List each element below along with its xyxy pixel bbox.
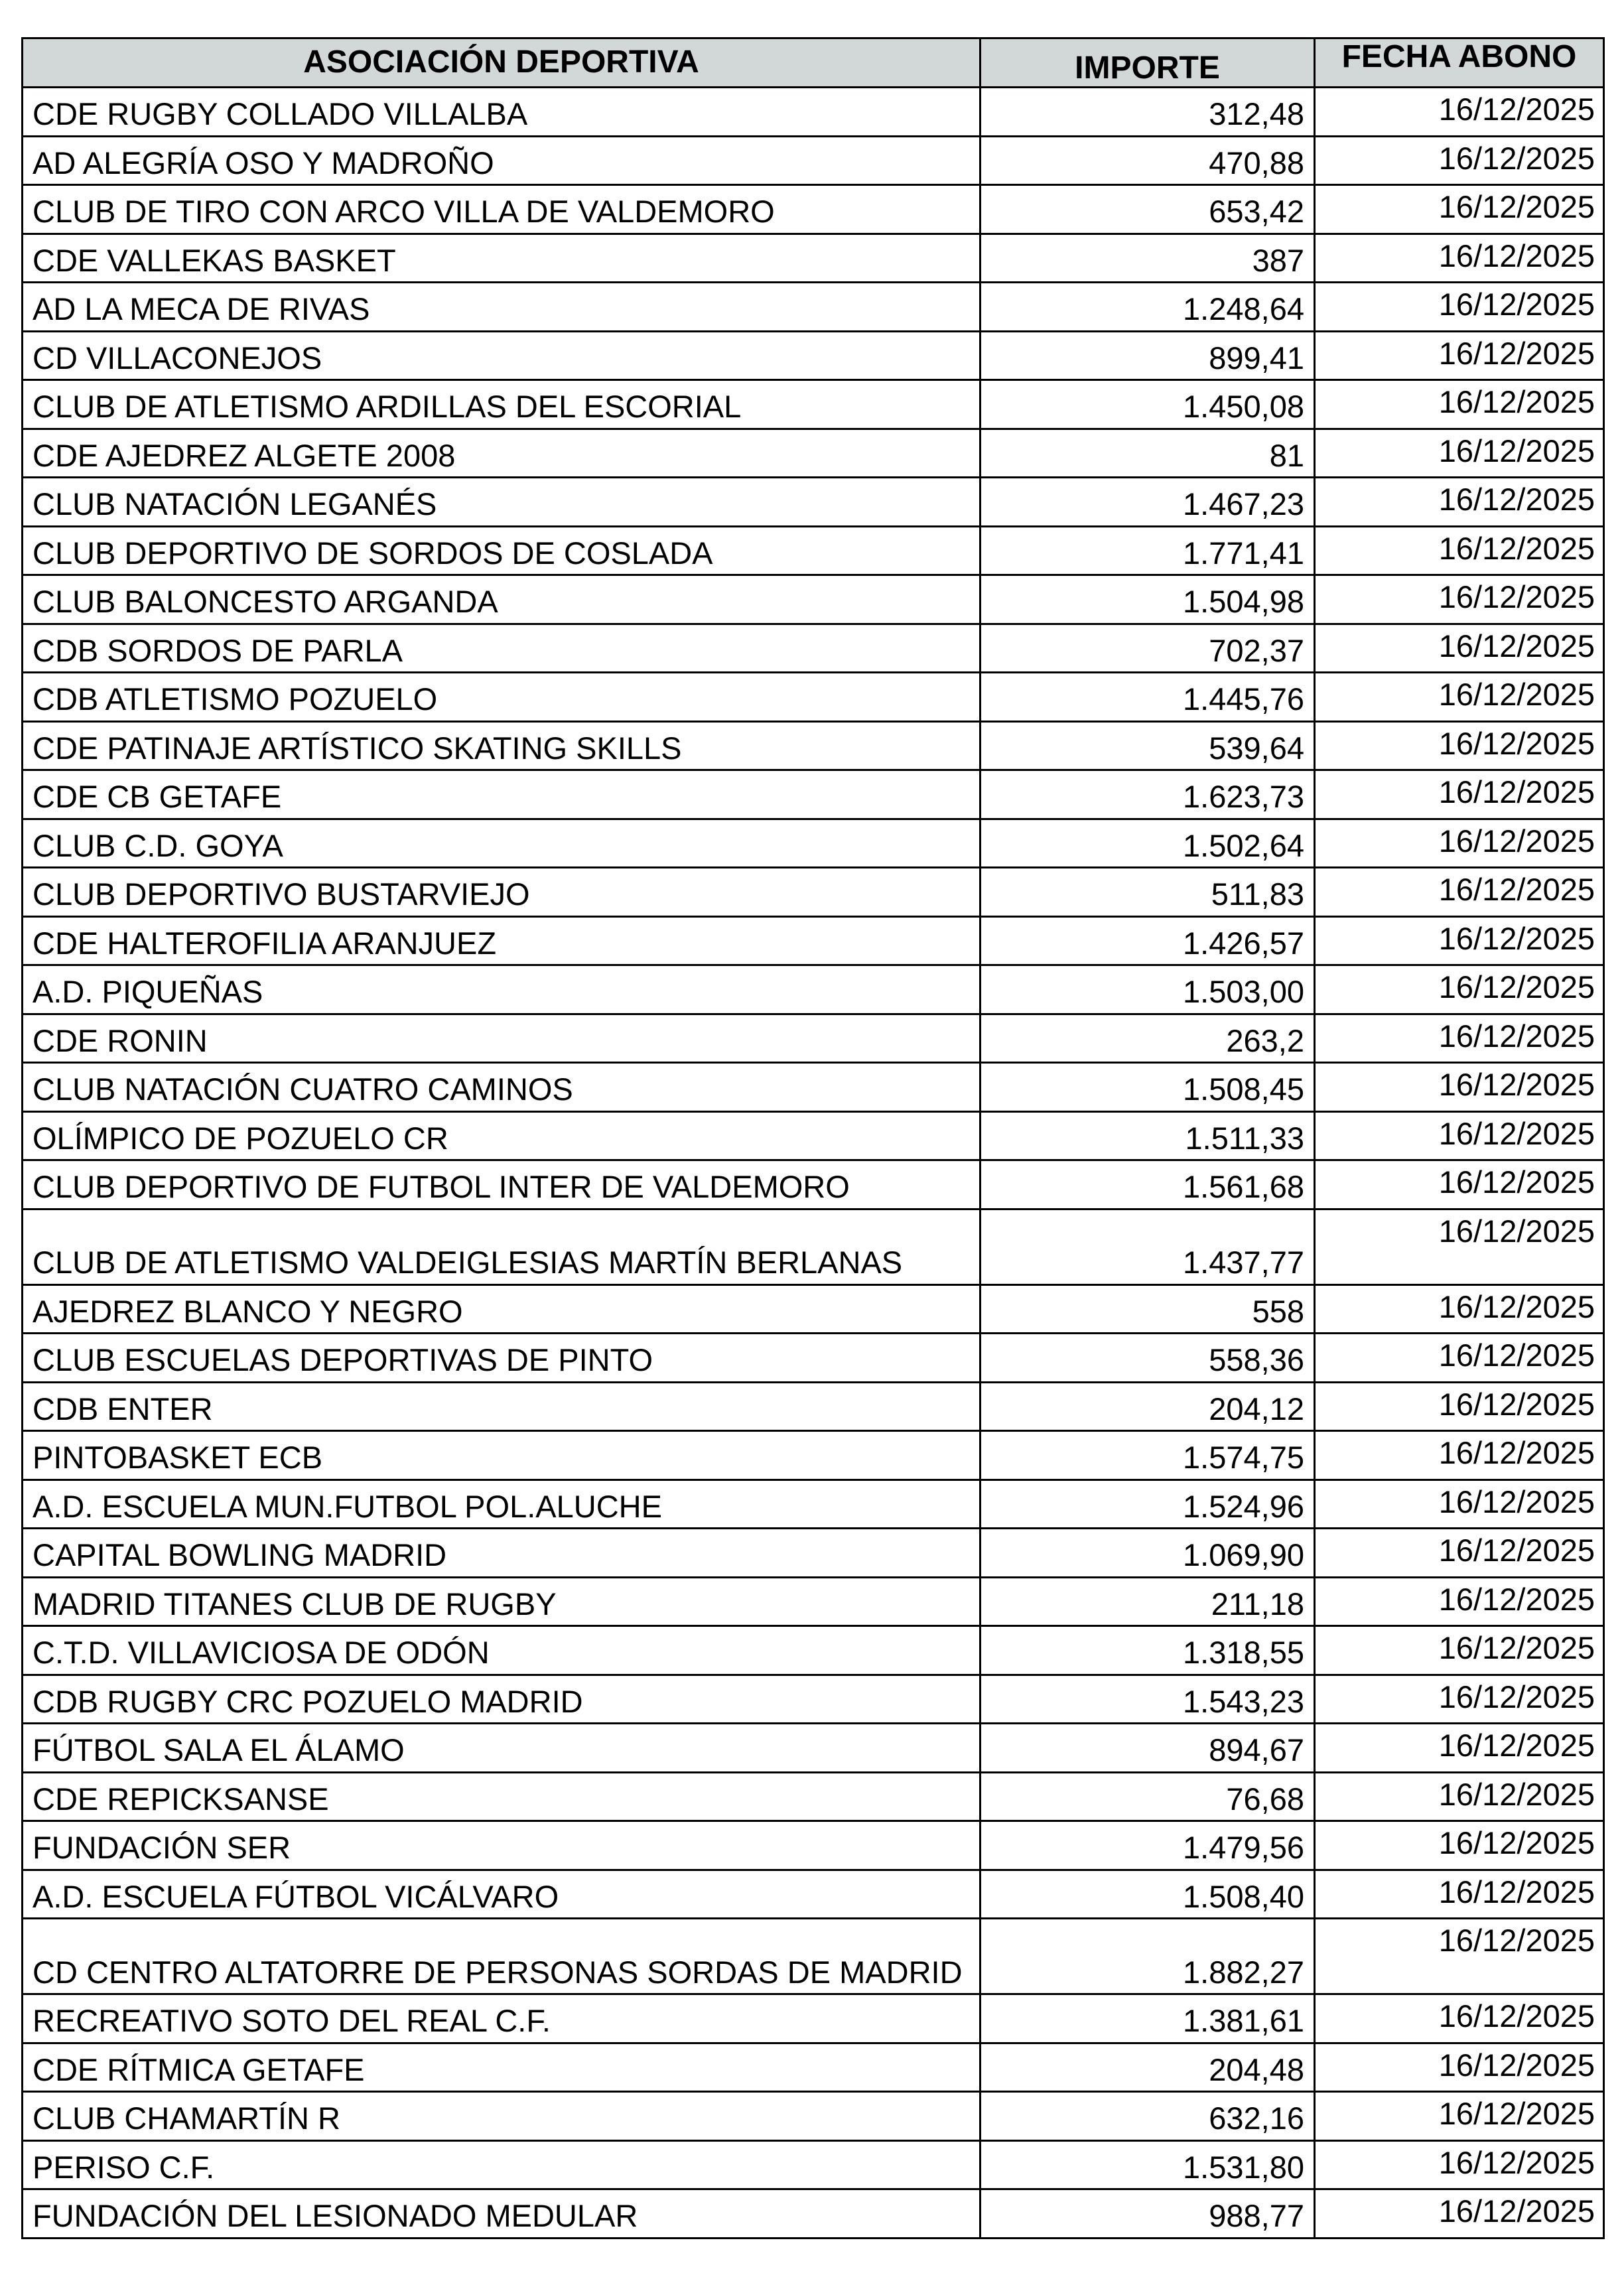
payment-date: 16/12/2025 — [1315, 624, 1604, 673]
amount-value: 1.561,68 — [981, 1160, 1315, 1209]
table-row — [23, 819, 1604, 868]
payment-date: 16/12/2025 — [1315, 1063, 1604, 1112]
amount-value: 558 — [981, 1284, 1315, 1334]
table-header-row — [23, 38, 1604, 88]
table-row — [23, 1577, 1604, 1626]
association-name: MADRID TITANES CLUB DE RUGBY — [23, 1577, 981, 1626]
table-row — [23, 868, 1604, 917]
amount-value: 1.381,61 — [981, 1994, 1315, 2043]
table-row — [23, 88, 1604, 137]
association-name: OLÍMPICO DE POZUELO CR — [23, 1111, 981, 1160]
table-row — [23, 1480, 1604, 1529]
amount-value: 204,12 — [981, 1382, 1315, 1431]
amount-value: 204,48 — [981, 2043, 1315, 2092]
association-name: CD VILLACONEJOS — [23, 331, 981, 380]
table-row — [23, 1284, 1604, 1334]
table-row — [23, 2189, 1604, 2239]
payment-date: 16/12/2025 — [1315, 965, 1604, 1014]
payment-date: 16/12/2025 — [1315, 1994, 1604, 2043]
table-row — [23, 136, 1604, 185]
payment-date: 16/12/2025 — [1315, 1626, 1604, 1675]
association-name: CDE RÍTMICA GETAFE — [23, 2043, 981, 2092]
association-name: CLUB BALONCESTO ARGANDA — [23, 575, 981, 624]
amount-value: 1.508,40 — [981, 1870, 1315, 1919]
payment-date: 16/12/2025 — [1315, 331, 1604, 380]
amount-value: 81 — [981, 429, 1315, 478]
association-name: CDB ENTER — [23, 1382, 981, 1431]
association-name: C.T.D. VILLAVICIOSA DE ODÓN — [23, 1626, 981, 1675]
amount-value: 1.508,45 — [981, 1063, 1315, 1112]
table-row — [23, 1160, 1604, 1209]
payment-date: 16/12/2025 — [1315, 478, 1604, 527]
payment-date: 16/12/2025 — [1315, 1870, 1604, 1919]
amount-value: 1.502,64 — [981, 819, 1315, 868]
payment-date: 16/12/2025 — [1315, 88, 1604, 137]
table-row — [23, 1821, 1604, 1870]
association-name: CLUB DEPORTIVO DE SORDOS DE COSLADA — [23, 526, 981, 575]
association-name: CLUB NATACIÓN LEGANÉS — [23, 478, 981, 527]
column-header-association: ASOCIACIÓN DEPORTIVA — [23, 38, 981, 88]
table-row — [23, 624, 1604, 673]
payment-date: 16/12/2025 — [1315, 136, 1604, 185]
amount-value: 1.524,96 — [981, 1480, 1315, 1529]
payment-date: 16/12/2025 — [1315, 380, 1604, 429]
association-name: AJEDREZ BLANCO Y NEGRO — [23, 1284, 981, 1334]
association-name: FUNDACIÓN SER — [23, 1821, 981, 1870]
association-name: CLUB NATACIÓN CUATRO CAMINOS — [23, 1063, 981, 1112]
payment-date: 16/12/2025 — [1315, 1772, 1604, 1821]
association-name: CLUB DE ATLETISMO VALDEIGLESIAS MARTÍN BERLANAS — [23, 1209, 981, 1284]
table-row — [23, 1772, 1604, 1821]
table-row — [23, 1675, 1604, 1724]
amount-value: 511,83 — [981, 868, 1315, 917]
association-name: CLUB CHAMARTÍN R — [23, 2092, 981, 2141]
table-row — [23, 1382, 1604, 1431]
amount-value: 539,64 — [981, 721, 1315, 770]
amount-value: 1.882,27 — [981, 1919, 1315, 1994]
table-row — [23, 429, 1604, 478]
table-row — [23, 2043, 1604, 2092]
table-row — [23, 234, 1604, 283]
payment-date: 16/12/2025 — [1315, 1821, 1604, 1870]
table-row — [23, 380, 1604, 429]
payment-date: 16/12/2025 — [1315, 2189, 1604, 2239]
payment-date: 16/12/2025 — [1315, 1334, 1604, 1383]
amount-value: 1.248,64 — [981, 283, 1315, 332]
payment-date: 16/12/2025 — [1315, 1919, 1604, 1994]
table-row — [23, 2140, 1604, 2189]
amount-value: 1.069,90 — [981, 1529, 1315, 1578]
payment-date: 16/12/2025 — [1315, 575, 1604, 624]
association-name: CLUB DE ATLETISMO ARDILLAS DEL ESCORIAL — [23, 380, 981, 429]
table-row — [23, 1431, 1604, 1480]
payment-date: 16/12/2025 — [1315, 916, 1604, 965]
payment-date: 16/12/2025 — [1315, 2043, 1604, 2092]
amount-value: 1.467,23 — [981, 478, 1315, 527]
amount-value: 1.318,55 — [981, 1626, 1315, 1675]
payment-date: 16/12/2025 — [1315, 1014, 1604, 1063]
payment-date: 16/12/2025 — [1315, 1431, 1604, 1480]
association-name: CDE HALTEROFILIA ARANJUEZ — [23, 916, 981, 965]
amount-value: 263,2 — [981, 1014, 1315, 1063]
table-row — [23, 916, 1604, 965]
payment-date: 16/12/2025 — [1315, 429, 1604, 478]
payment-date: 16/12/2025 — [1315, 1675, 1604, 1724]
payment-date: 16/12/2025 — [1315, 673, 1604, 722]
association-name: RECREATIVO SOTO DEL REAL C.F. — [23, 1994, 981, 2043]
payment-date: 16/12/2025 — [1315, 1724, 1604, 1773]
association-name: CDE VALLEKAS BASKET — [23, 234, 981, 283]
association-name: AD LA MECA DE RIVAS — [23, 283, 981, 332]
association-name: CDE RUGBY COLLADO VILLALBA — [23, 88, 981, 137]
association-name: CDE PATINAJE ARTÍSTICO SKATING SKILLS — [23, 721, 981, 770]
payment-date: 16/12/2025 — [1315, 1111, 1604, 1160]
association-name: CDE CB GETAFE — [23, 770, 981, 819]
association-name: CLUB C.D. GOYA — [23, 819, 981, 868]
table-row — [23, 478, 1604, 527]
payment-date: 16/12/2025 — [1315, 1284, 1604, 1334]
table-row — [23, 1724, 1604, 1773]
association-name: CDB SORDOS DE PARLA — [23, 624, 981, 673]
amount-value: 1.503,00 — [981, 965, 1315, 1014]
amount-value: 1.511,33 — [981, 1111, 1315, 1160]
payment-date: 16/12/2025 — [1315, 2092, 1604, 2141]
amount-value: 1.771,41 — [981, 526, 1315, 575]
association-name: FUNDACIÓN DEL LESIONADO MEDULAR — [23, 2189, 981, 2239]
table-row — [23, 283, 1604, 332]
payment-date: 16/12/2025 — [1315, 1160, 1604, 1209]
amount-value: 1.437,77 — [981, 1209, 1315, 1284]
table-body — [23, 88, 1604, 2239]
table-row — [23, 1063, 1604, 1112]
table-row — [23, 1994, 1604, 2043]
amount-value: 1.623,73 — [981, 770, 1315, 819]
payment-date: 16/12/2025 — [1315, 770, 1604, 819]
amount-value: 1.543,23 — [981, 1675, 1315, 1724]
payment-date: 16/12/2025 — [1315, 1529, 1604, 1578]
payment-date: 16/12/2025 — [1315, 185, 1604, 234]
association-name: A.D. ESCUELA FÚTBOL VICÁLVARO — [23, 1870, 981, 1919]
payment-date: 16/12/2025 — [1315, 1209, 1604, 1284]
payment-date: 16/12/2025 — [1315, 1382, 1604, 1431]
association-name: CD CENTRO ALTATORRE DE PERSONAS SORDAS DE MADRID — [23, 1919, 981, 1994]
association-name: CLUB DE TIRO CON ARCO VILLA DE VALDEMORO — [23, 185, 981, 234]
table-row — [23, 673, 1604, 722]
table-row — [23, 575, 1604, 624]
association-name: PINTOBASKET ECB — [23, 1431, 981, 1480]
amount-value: 1.574,75 — [981, 1431, 1315, 1480]
table-row — [23, 1919, 1604, 1994]
table-row — [23, 721, 1604, 770]
association-name: CLUB DEPORTIVO BUSTARVIEJO — [23, 868, 981, 917]
payment-date: 16/12/2025 — [1315, 526, 1604, 575]
association-name: PERISO C.F. — [23, 2140, 981, 2189]
association-name: AD ALEGRÍA OSO Y MADROÑO — [23, 136, 981, 185]
payment-date: 16/12/2025 — [1315, 721, 1604, 770]
column-header-date: FECHA ABONO — [1315, 38, 1604, 88]
amount-value: 1.445,76 — [981, 673, 1315, 722]
amount-value: 558,36 — [981, 1334, 1315, 1383]
association-name: A.D. ESCUELA MUN.FUTBOL POL.ALUCHE — [23, 1480, 981, 1529]
table-row — [23, 1209, 1604, 1284]
amount-value: 470,88 — [981, 136, 1315, 185]
table-row — [23, 1529, 1604, 1578]
association-name: FÚTBOL SALA EL ÁLAMO — [23, 1724, 981, 1773]
amount-value: 894,67 — [981, 1724, 1315, 1773]
table-row — [23, 1334, 1604, 1383]
table-row — [23, 2092, 1604, 2141]
amount-value: 312,48 — [981, 88, 1315, 137]
column-header-amount: IMPORTE — [981, 38, 1315, 88]
table-row — [23, 1870, 1604, 1919]
payment-date: 16/12/2025 — [1315, 234, 1604, 283]
grants-table — [21, 37, 1605, 2239]
association-name: CDB ATLETISMO POZUELO — [23, 673, 981, 722]
association-name: CDB RUGBY CRC POZUELO MADRID — [23, 1675, 981, 1724]
amount-value: 1.450,08 — [981, 380, 1315, 429]
payment-date: 16/12/2025 — [1315, 819, 1604, 868]
association-name: A.D. PIQUEÑAS — [23, 965, 981, 1014]
table-row — [23, 965, 1604, 1014]
table-row — [23, 526, 1604, 575]
amount-value: 211,18 — [981, 1577, 1315, 1626]
association-name: CDE REPICKSANSE — [23, 1772, 981, 1821]
amount-value: 1.426,57 — [981, 916, 1315, 965]
amount-value: 387 — [981, 234, 1315, 283]
amount-value: 702,37 — [981, 624, 1315, 673]
table-row — [23, 1014, 1604, 1063]
amount-value: 988,77 — [981, 2189, 1315, 2239]
table-row — [23, 770, 1604, 819]
table-row — [23, 185, 1604, 234]
payment-date: 16/12/2025 — [1315, 2140, 1604, 2189]
payment-date: 16/12/2025 — [1315, 1480, 1604, 1529]
table-row — [23, 331, 1604, 380]
amount-value: 1.504,98 — [981, 575, 1315, 624]
table-row — [23, 1626, 1604, 1675]
amount-value: 76,68 — [981, 1772, 1315, 1821]
association-name: CLUB ESCUELAS DEPORTIVAS DE PINTO — [23, 1334, 981, 1383]
association-name: CAPITAL BOWLING MADRID — [23, 1529, 981, 1578]
payment-date: 16/12/2025 — [1315, 868, 1604, 917]
amount-value: 653,42 — [981, 185, 1315, 234]
association-name: CDE AJEDREZ ALGETE 2008 — [23, 429, 981, 478]
association-name: CLUB DEPORTIVO DE FUTBOL INTER DE VALDEMORO — [23, 1160, 981, 1209]
association-name: CDE RONIN — [23, 1014, 981, 1063]
amount-value: 899,41 — [981, 331, 1315, 380]
payment-date: 16/12/2025 — [1315, 1577, 1604, 1626]
amount-value: 1.531,80 — [981, 2140, 1315, 2189]
amount-value: 632,16 — [981, 2092, 1315, 2141]
payment-date: 16/12/2025 — [1315, 283, 1604, 332]
table-row — [23, 1111, 1604, 1160]
amount-value: 1.479,56 — [981, 1821, 1315, 1870]
